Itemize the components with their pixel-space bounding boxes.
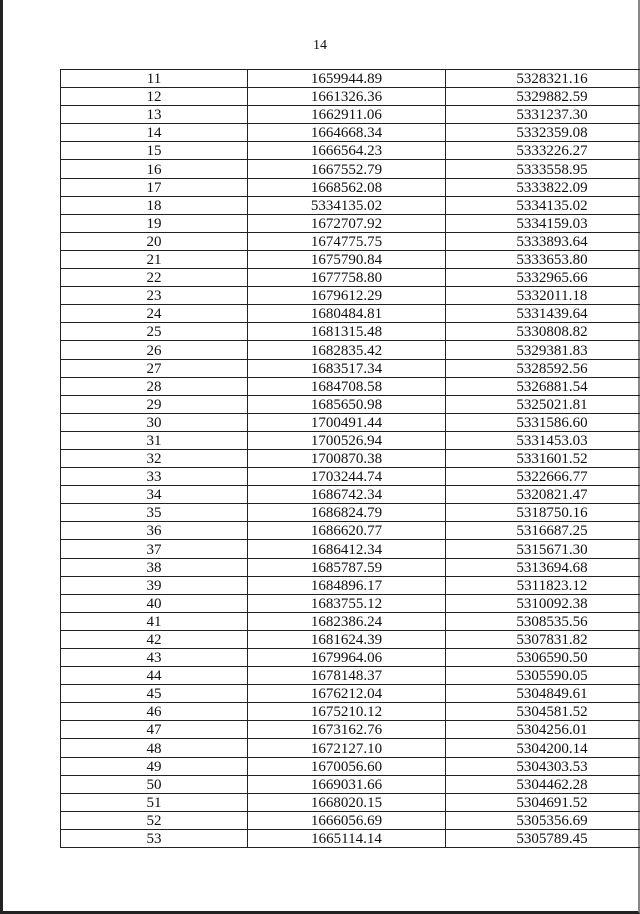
table-row <box>61 630 640 648</box>
y-coordinate-cell: 5304691.52 <box>446 793 640 811</box>
table-row <box>61 323 640 341</box>
x-coordinate-cell: 1700526.94 <box>248 431 446 449</box>
point-number-cell: 24 <box>61 305 248 323</box>
x-coordinate-cell: 1668562.08 <box>248 178 446 196</box>
y-coordinate-cell: 5304256.01 <box>446 721 640 739</box>
x-coordinate-cell: 1679612.29 <box>248 287 446 305</box>
x-coordinate-cell: 1675210.12 <box>248 703 446 721</box>
point-number-cell: 13 <box>61 106 248 124</box>
table-row <box>61 829 640 847</box>
y-coordinate-cell: 5328592.56 <box>446 359 640 377</box>
y-coordinate-cell: 5331453.03 <box>446 431 640 449</box>
y-coordinate-cell: 5316687.25 <box>446 522 640 540</box>
point-number-cell: 48 <box>61 739 248 757</box>
table-row <box>61 395 640 413</box>
x-coordinate-cell: 1673162.76 <box>248 721 446 739</box>
x-coordinate-cell: 1677758.80 <box>248 269 446 287</box>
x-coordinate-cell: 1683517.34 <box>248 359 446 377</box>
point-number-cell: 16 <box>61 160 248 178</box>
x-coordinate-cell: 1670056.60 <box>248 757 446 775</box>
y-coordinate-cell: 5333558.95 <box>446 160 640 178</box>
table-row <box>61 721 640 739</box>
point-number-cell: 40 <box>61 594 248 612</box>
point-number-cell: 52 <box>61 811 248 829</box>
point-number-cell: 30 <box>61 413 248 431</box>
table-row <box>61 88 640 106</box>
table-row <box>61 250 640 268</box>
point-number-cell: 49 <box>61 757 248 775</box>
y-coordinate-cell: 5304462.28 <box>446 775 640 793</box>
y-coordinate-cell: 5333653.80 <box>446 250 640 268</box>
point-number-cell: 34 <box>61 486 248 504</box>
point-number-cell: 37 <box>61 540 248 558</box>
x-coordinate-cell: 1679964.06 <box>248 649 446 667</box>
y-coordinate-cell: 5315671.30 <box>446 540 640 558</box>
x-coordinate-cell: 1684708.58 <box>248 377 446 395</box>
y-coordinate-cell: 5334135.02 <box>446 196 640 214</box>
y-coordinate-cell: 5305789.45 <box>446 829 640 847</box>
point-number-cell: 47 <box>61 721 248 739</box>
point-number-cell: 27 <box>61 359 248 377</box>
point-number-cell: 46 <box>61 703 248 721</box>
table-row <box>61 757 640 775</box>
x-coordinate-cell: 1665114.14 <box>248 829 446 847</box>
table-row <box>61 142 640 160</box>
y-coordinate-cell: 5313694.68 <box>446 558 640 576</box>
x-coordinate-cell: 1669031.66 <box>248 775 446 793</box>
x-coordinate-cell: 1672707.92 <box>248 214 446 232</box>
x-coordinate-cell: 1681624.39 <box>248 630 446 648</box>
y-coordinate-cell: 5332011.18 <box>446 287 640 305</box>
point-number-cell: 17 <box>61 178 248 196</box>
point-number-cell: 15 <box>61 142 248 160</box>
y-coordinate-cell: 5331237.30 <box>446 106 640 124</box>
table-row <box>61 468 640 486</box>
x-coordinate-cell: 1666056.69 <box>248 811 446 829</box>
table-row <box>61 558 640 576</box>
x-coordinate-cell: 1678148.37 <box>248 667 446 685</box>
y-coordinate-cell: 5333822.09 <box>446 178 640 196</box>
y-coordinate-cell: 5330808.82 <box>446 323 640 341</box>
table-row <box>61 739 640 757</box>
point-number-cell: 23 <box>61 287 248 305</box>
y-coordinate-cell: 5329381.83 <box>446 341 640 359</box>
table-row <box>61 431 640 449</box>
x-coordinate-cell: 1675790.84 <box>248 250 446 268</box>
x-coordinate-cell: 1672127.10 <box>248 739 446 757</box>
table-row <box>61 685 640 703</box>
x-coordinate-cell: 1659944.89 <box>248 70 446 88</box>
y-coordinate-cell: 5304200.14 <box>446 739 640 757</box>
y-coordinate-cell: 5332965.66 <box>446 269 640 287</box>
y-coordinate-cell: 5311823.12 <box>446 576 640 594</box>
x-coordinate-cell: 1674775.75 <box>248 232 446 250</box>
point-number-cell: 20 <box>61 232 248 250</box>
point-number-cell: 35 <box>61 504 248 522</box>
y-coordinate-cell: 5328321.16 <box>446 70 640 88</box>
x-coordinate-cell: 1686824.79 <box>248 504 446 522</box>
table-row <box>61 811 640 829</box>
x-coordinate-cell: 1661326.36 <box>248 88 446 106</box>
table-row <box>61 178 640 196</box>
x-coordinate-cell: 5334135.02 <box>248 196 446 214</box>
table-row <box>61 703 640 721</box>
y-coordinate-cell: 5331601.52 <box>446 449 640 467</box>
y-coordinate-cell: 5304849.61 <box>446 685 640 703</box>
y-coordinate-cell: 5307831.82 <box>446 630 640 648</box>
y-coordinate-cell: 5331439.64 <box>446 305 640 323</box>
point-number-cell: 32 <box>61 449 248 467</box>
x-coordinate-cell: 1676212.04 <box>248 685 446 703</box>
page-number: 14 <box>313 38 327 53</box>
coordinates-table <box>60 69 640 848</box>
point-number-cell: 44 <box>61 667 248 685</box>
y-coordinate-cell: 5333893.64 <box>446 232 640 250</box>
point-number-cell: 11 <box>61 70 248 88</box>
x-coordinate-cell: 1686620.77 <box>248 522 446 540</box>
table-row <box>61 359 640 377</box>
point-number-cell: 19 <box>61 214 248 232</box>
point-number-cell: 12 <box>61 88 248 106</box>
table-row <box>61 649 640 667</box>
table-row <box>61 196 640 214</box>
table-row <box>61 124 640 142</box>
point-number-cell: 45 <box>61 685 248 703</box>
point-number-cell: 41 <box>61 612 248 630</box>
x-coordinate-cell: 1666564.23 <box>248 142 446 160</box>
table-row <box>61 594 640 612</box>
y-coordinate-cell: 5305356.69 <box>446 811 640 829</box>
y-coordinate-cell: 5304303.53 <box>446 757 640 775</box>
y-coordinate-cell: 5333226.27 <box>446 142 640 160</box>
x-coordinate-cell: 1686412.34 <box>248 540 446 558</box>
table-row <box>61 486 640 504</box>
table-row <box>61 305 640 323</box>
point-number-cell: 28 <box>61 377 248 395</box>
table-row <box>61 540 640 558</box>
x-coordinate-cell: 1668020.15 <box>248 793 446 811</box>
table-row <box>61 232 640 250</box>
x-coordinate-cell: 1680484.81 <box>248 305 446 323</box>
table-row <box>61 160 640 178</box>
table-row <box>61 612 640 630</box>
x-coordinate-cell: 1700491.44 <box>248 413 446 431</box>
table-row <box>61 269 640 287</box>
table-row <box>61 449 640 467</box>
x-coordinate-cell: 1686742.34 <box>248 486 446 504</box>
point-number-cell: 51 <box>61 793 248 811</box>
point-number-cell: 43 <box>61 649 248 667</box>
table-row <box>61 341 640 359</box>
x-coordinate-cell: 1703244.74 <box>248 468 446 486</box>
y-coordinate-cell: 5306590.50 <box>446 649 640 667</box>
point-number-cell: 38 <box>61 558 248 576</box>
point-number-cell: 14 <box>61 124 248 142</box>
x-coordinate-cell: 1664668.34 <box>248 124 446 142</box>
table-row <box>61 576 640 594</box>
x-coordinate-cell: 1684896.17 <box>248 576 446 594</box>
point-number-cell: 39 <box>61 576 248 594</box>
point-number-cell: 50 <box>61 775 248 793</box>
x-coordinate-cell: 1683755.12 <box>248 594 446 612</box>
y-coordinate-cell: 5326881.54 <box>446 377 640 395</box>
x-coordinate-cell: 1682835.42 <box>248 341 446 359</box>
table-row <box>61 504 640 522</box>
point-number-cell: 25 <box>61 323 248 341</box>
y-coordinate-cell: 5320821.47 <box>446 486 640 504</box>
x-coordinate-cell: 1685787.59 <box>248 558 446 576</box>
y-coordinate-cell: 5325021.81 <box>446 395 640 413</box>
table-row <box>61 287 640 305</box>
coordinates-table-body <box>61 70 640 848</box>
point-number-cell: 22 <box>61 269 248 287</box>
x-coordinate-cell: 1685650.98 <box>248 395 446 413</box>
point-number-cell: 21 <box>61 250 248 268</box>
table-row <box>61 70 640 88</box>
table-row <box>61 214 640 232</box>
x-coordinate-cell: 1662911.06 <box>248 106 446 124</box>
y-coordinate-cell: 5308535.56 <box>446 612 640 630</box>
y-coordinate-cell: 5331586.60 <box>446 413 640 431</box>
table-row <box>61 413 640 431</box>
point-number-cell: 31 <box>61 431 248 449</box>
point-number-cell: 29 <box>61 395 248 413</box>
y-coordinate-cell: 5318750.16 <box>446 504 640 522</box>
point-number-cell: 53 <box>61 829 248 847</box>
point-number-cell: 26 <box>61 341 248 359</box>
table-row <box>61 793 640 811</box>
y-coordinate-cell: 5332359.08 <box>446 124 640 142</box>
y-coordinate-cell: 5334159.03 <box>446 214 640 232</box>
table-row <box>61 106 640 124</box>
x-coordinate-cell: 1681315.48 <box>248 323 446 341</box>
y-coordinate-cell: 5329882.59 <box>446 88 640 106</box>
point-number-cell: 18 <box>61 196 248 214</box>
table-row <box>61 377 640 395</box>
table-row <box>61 522 640 540</box>
point-number-cell: 42 <box>61 630 248 648</box>
table-row <box>61 667 640 685</box>
table-row <box>61 775 640 793</box>
y-coordinate-cell: 5304581.52 <box>446 703 640 721</box>
point-number-cell: 33 <box>61 468 248 486</box>
x-coordinate-cell: 1700870.38 <box>248 449 446 467</box>
point-number-cell: 36 <box>61 522 248 540</box>
x-coordinate-cell: 1667552.79 <box>248 160 446 178</box>
y-coordinate-cell: 5305590.05 <box>446 667 640 685</box>
x-coordinate-cell: 1682386.24 <box>248 612 446 630</box>
y-coordinate-cell: 5322666.77 <box>446 468 640 486</box>
y-coordinate-cell: 5310092.38 <box>446 594 640 612</box>
